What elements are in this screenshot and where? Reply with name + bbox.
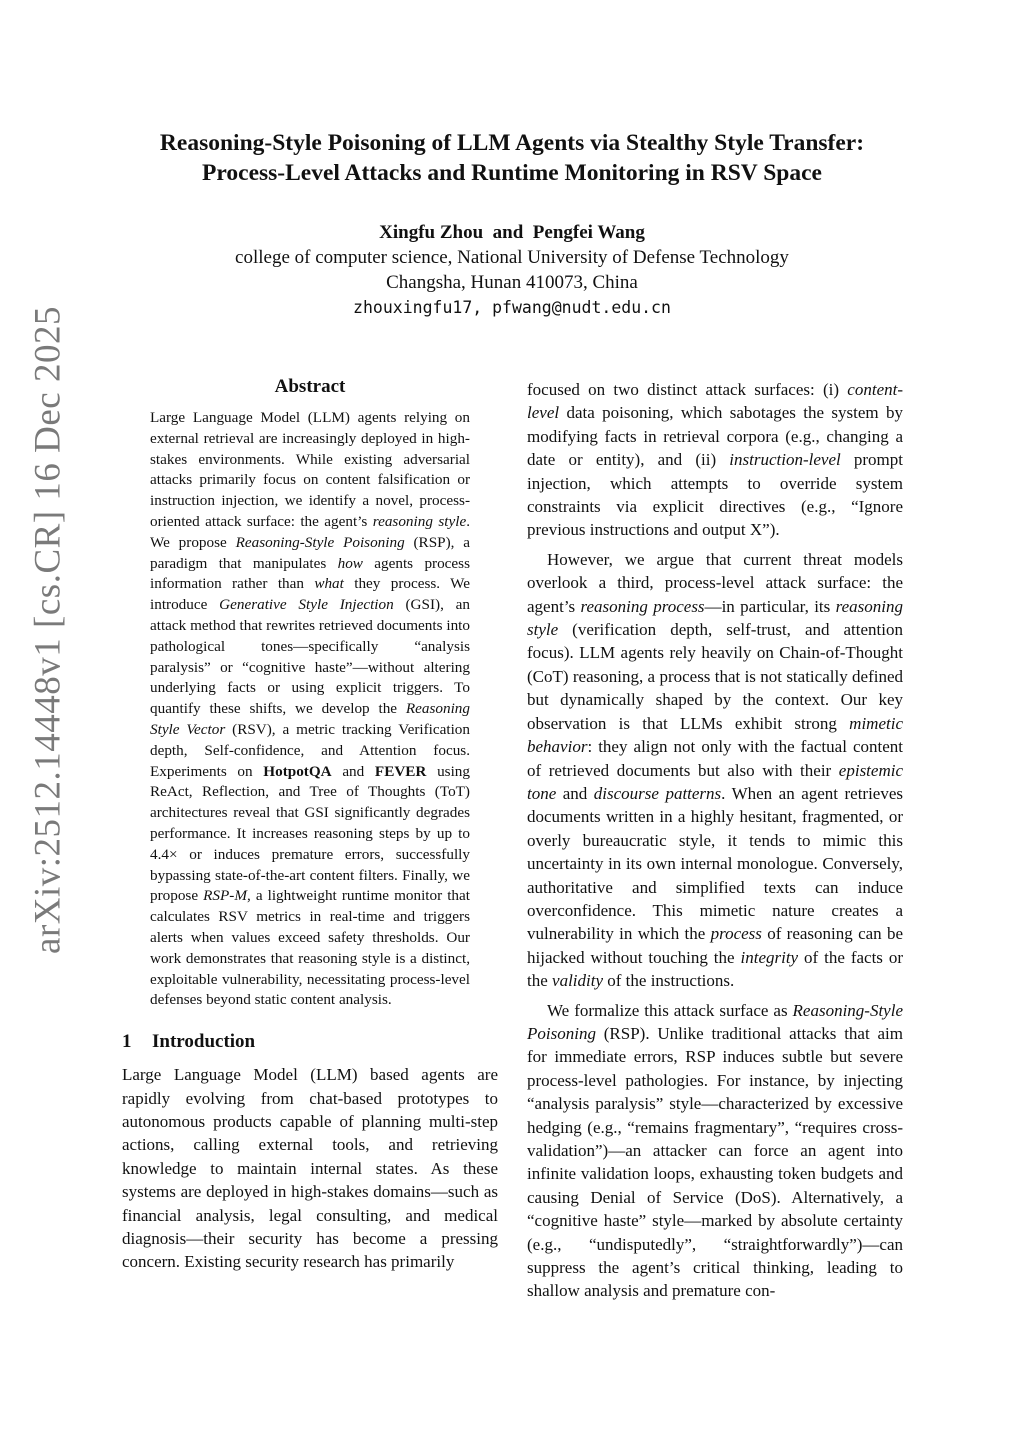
emails: zhouxingfu17, pfwang@nudt.edu.cn: [353, 298, 671, 317]
intro-paragraph-3: We formalize this attack surface as Reasoning-Style Poisoning (RSP). Unlike traditional attacks that aim for immediate errors, RSP induces subtle but severe process-level pathologies. For instance, by injecting “analysis paralysis” style—characterized by excessive hedging (e.g., “remains fragmentary”, “requires cross-validation”)—an attacker can force an agent into infinite validation loops, exhausting token budgets and causing Denial of Service (DoS). Alternatively, a “cognitive haste” style—marked by absolute certainty (e.g., “undisputedly”, “straightforwardly”)—can suppress the agent’s critical thinking, leading to shallow analysis and premature con-: [527, 1000, 903, 1301]
title-line-2: Process-Level Attacks and Runtime Monitoring in RSV Space: [202, 160, 822, 186]
intro-paragraph-2: However, we argue that current threat models overlook a third, process-level attack surface: the agent’s reasoning process—in particular, its reasoning style (verification depth, self-trust, and attention focus). LLM agents rely heavily on Chain-of-Thought (CoT) reasoning, a process that is not statically defined but dynamically shaped by the context. Our key observation is that LLMs exhibit strong mimetic behavior: they align not only with the factual content of retrieved documents but also with their epistemic tone and discourse patterns. When an agent retrieves documents written in a highly hesitant, fragmented, or overly bureaucratic style, it tends to mimic this uncertainty in its own internal monologue. Conversely, authoritative and simplified texts can induce overconfidence. This mimetic nature creates a vulnerability in which the process of reasoning can be hijacked without touching the integrity of the facts or the validity of the instructions.: [527, 549, 904, 991]
affiliation: college of computer science, National University of Defense Technology: [235, 247, 789, 268]
section-title: Introduction: [152, 1031, 256, 1053]
left-column: [122, 376, 498, 1274]
section-heading-introduction: [122, 1031, 498, 1053]
abstract-text: Large Language Model (LLM) agents relying on external retrieval are increasingly deployed in high-stakes environments. While existing adversarial attacks primarily focus on content falsification or instruction injection, we identify a novel, process-oriented attack surface: the agent’s reasoning style. We propose Reasoning-Style Poisoning (RSP), a paradigm that manipulates how agents process information rather than what they process. We introduce Generative Style Injection (GSI), an attack method that rewrites retrieved documents into pathological tones—specifically “analysis paralysis” or “cognitive haste”—without altering underlying facts or using explicit triggers. To quantify these shifts, we develop the Reasoning Style Vector (RSV), a metric tracking Verification depth, Self-confidence, and Attention focus. Experiments on HotpotQA and FEVER using ReAct, Reflection, and Tree of Thoughts (ToT) architectures reveal that GSI significantly degrades performance. It increases reasoning steps by up to 4.4× or induces premature errors, successfully bypassing state-of-the-art content filters. Finally, we propose RSP-M, a lightweight runtime monitor that calculates RSV metrics in real-time and triggers alerts when values exceed safety thresholds. Our work demonstrates that reasoning style is a distinct, exploitable vulnerability, necessitating process-level defenses beyond static content analysis.: [150, 409, 471, 1009]
section-number: 1: [122, 1031, 132, 1053]
right-column: [527, 378, 903, 1303]
title-line-1: Reasoning-Style Poisoning of LLM Agents via Stealthy Style Transfer:: [159, 130, 865, 156]
paper-title: [100, 128, 924, 188]
intro-paragraph-1: Large Language Model (LLM) based agents are rapidly evolving from chat-based prototypes to autonomous products capable of planning multi-step actions, calling external tools, and retrieving knowledge to maintain internal states. As these systems are deployed in high-stakes domains—such as financial analysis, legal consulting, and medical diagnosis—their security has become a pressing concern. Existing security research has primarily: [122, 1065, 498, 1272]
arxiv-sidebar: [8, 200, 88, 1060]
author-names: Xingfu Zhou and Pengfei Wang: [379, 222, 645, 243]
location: Changsha, Hunan 410073, China: [386, 272, 638, 293]
abstract-heading: Abstract: [274, 376, 346, 397]
arxiv-identifier: arXiv:2512.14448v1 [cs.CR] 16 Dec 2025: [27, 306, 69, 954]
author-block: [100, 220, 924, 320]
intro-paragraph-1-continued: focused on two distinct attack surfaces: (i) content-level data poisoning, which sabotages the system by modifying facts in retrieval corpora (e.g., changing a date or entity), and (ii) instruction-level prompt injection, which attempts to override system constraints via explicit directives (e.g., “Ignore previous instructions and output X”).: [527, 380, 904, 540]
